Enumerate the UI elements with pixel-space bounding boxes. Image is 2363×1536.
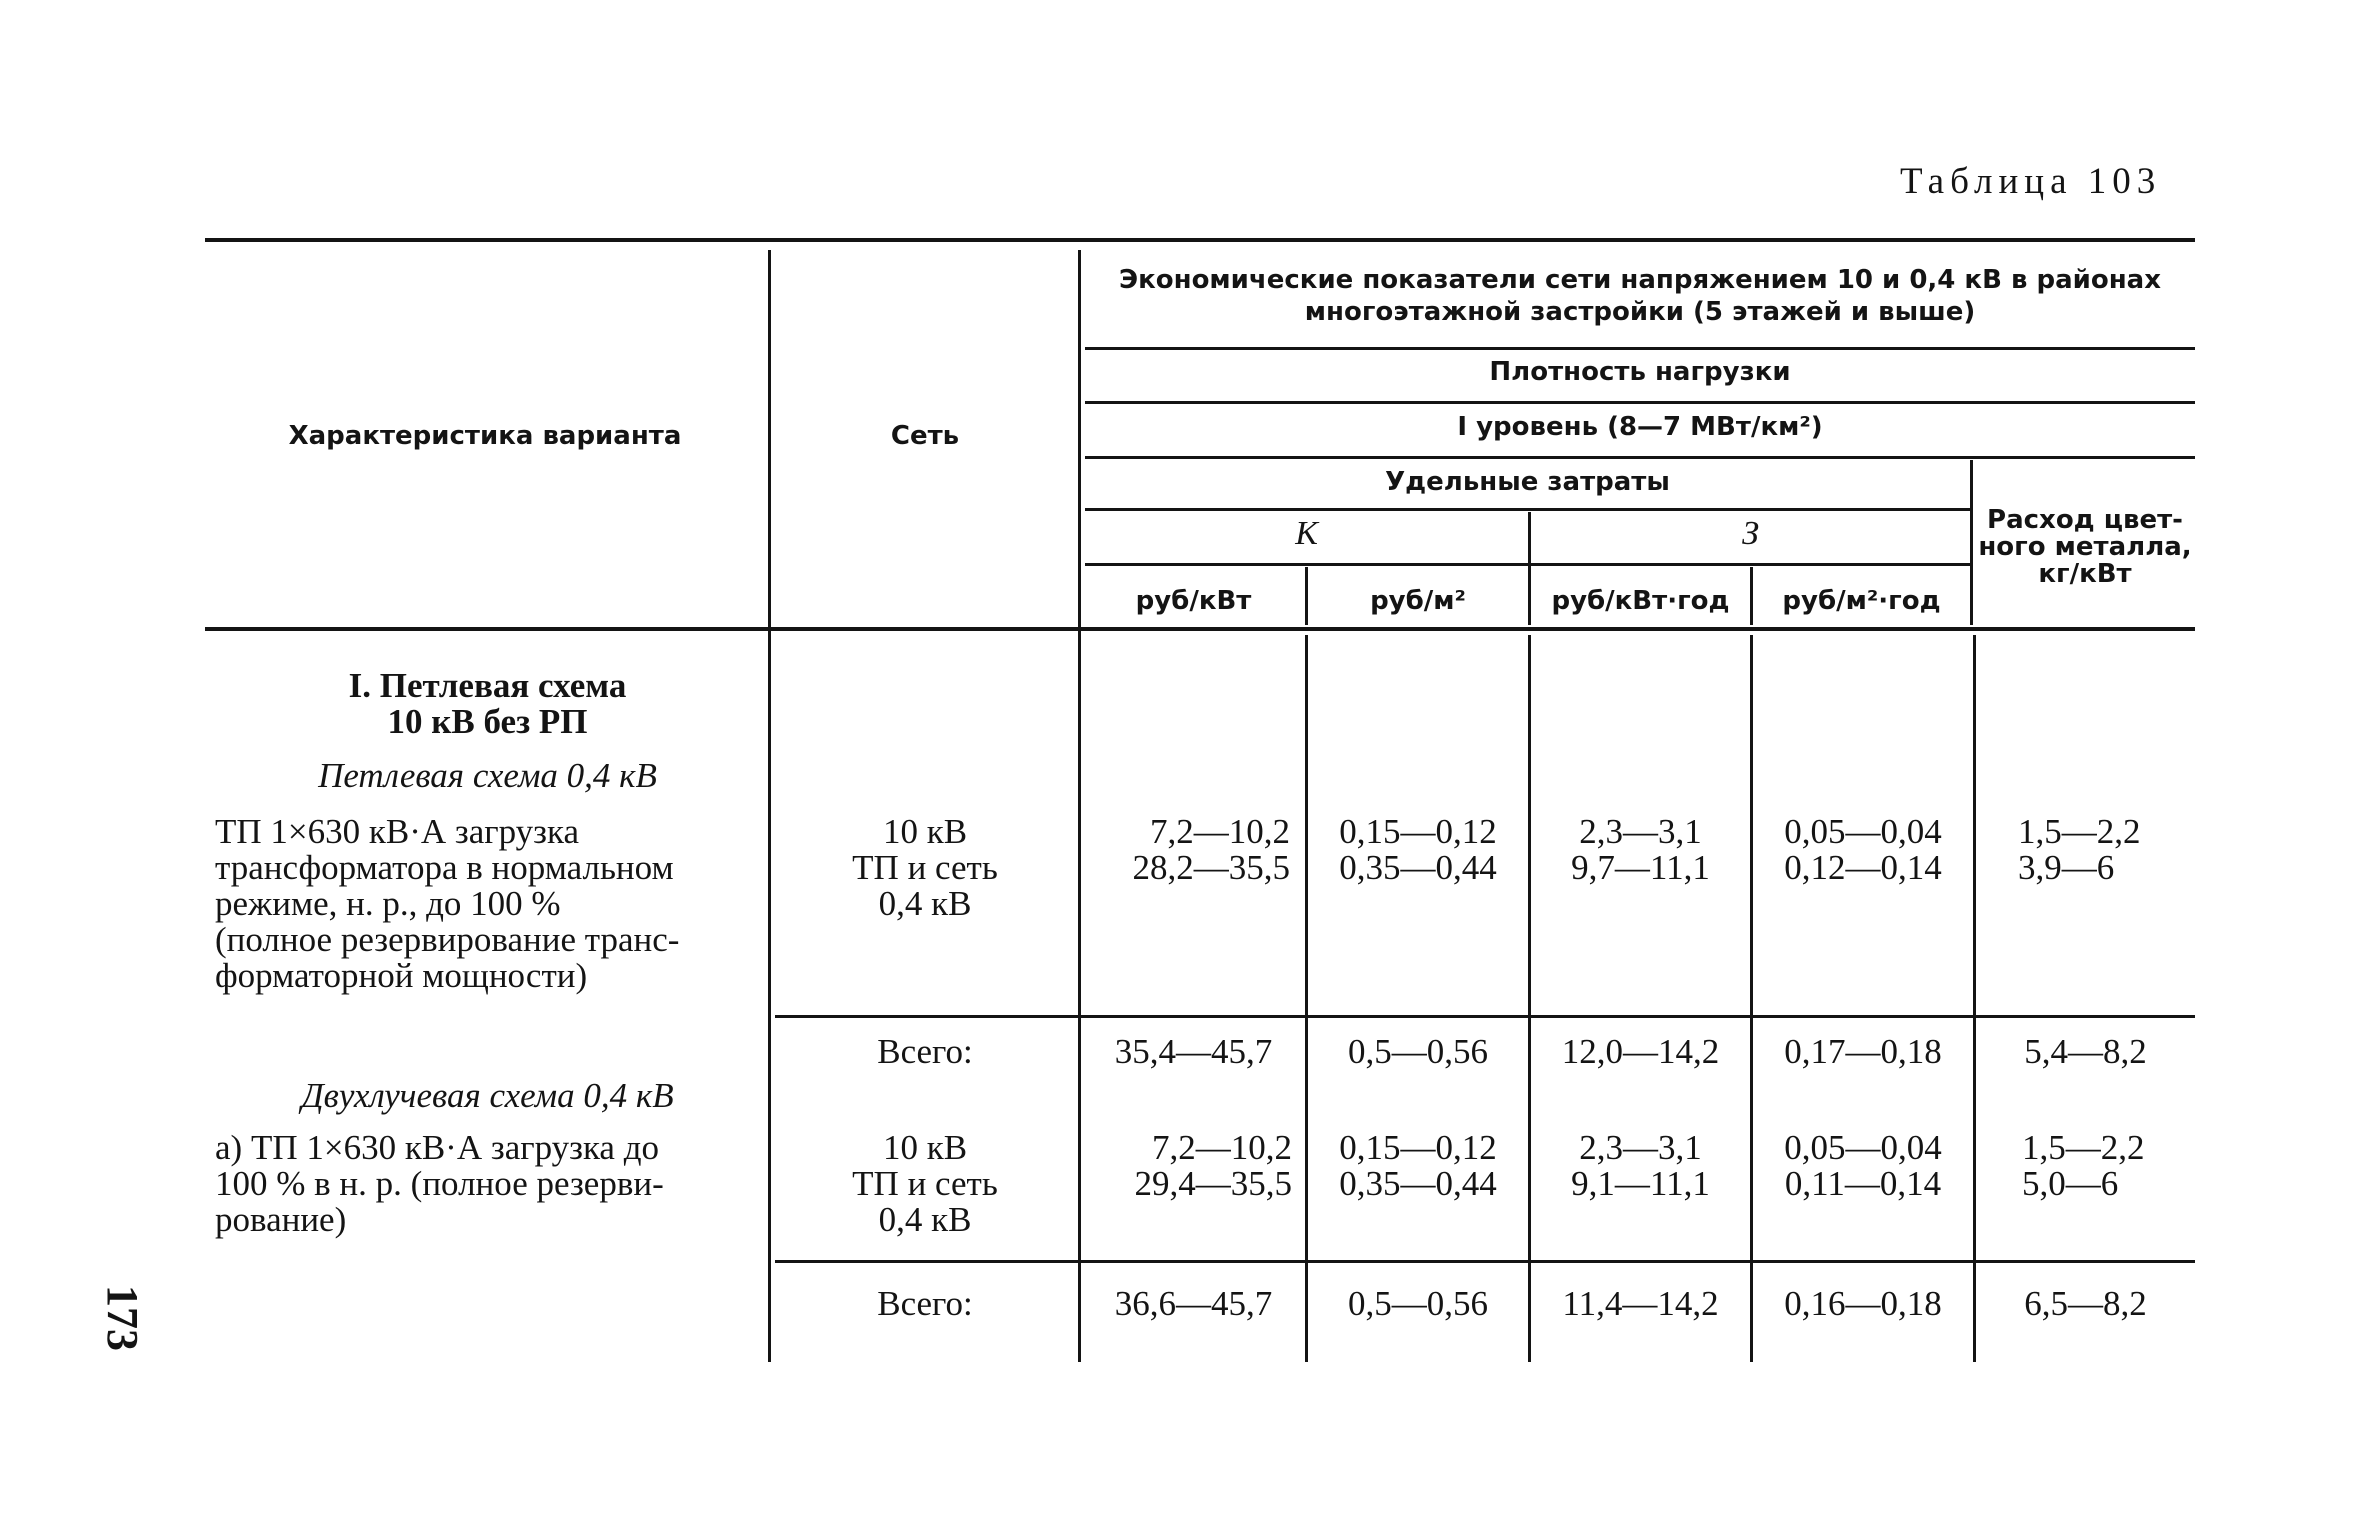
section2-z-rub-m2-year	[1753, 1130, 1973, 1202]
value-cell: 0,35—0,44	[1339, 1164, 1497, 1203]
section2-z-rub-kw-year	[1531, 1130, 1750, 1202]
header-econ-title-line: многоэтажной застройки (5 этажей и выше)	[1304, 297, 1976, 327]
section1-total-k-rub-m2: 0,5—0,56	[1348, 1032, 1488, 1071]
divider-k-z	[1528, 635, 1531, 1362]
section1-metal	[2018, 814, 2193, 886]
header-unit-rub-kw-year: руб/кВт·год	[1551, 586, 1730, 616]
section1-title-line: I. Петлевая схема	[348, 666, 627, 705]
header-group-k: К	[1295, 515, 1318, 552]
section2-description	[215, 1130, 755, 1238]
section1-total-z-rub-kw-year: 12,0—14,2	[1561, 1032, 1720, 1071]
section2-network-line: ТП и сеть	[852, 1164, 998, 1203]
section1-z-rub-kw-year	[1531, 814, 1750, 886]
table-title: Таблица 103	[1900, 161, 2162, 202]
value-cell: 7,2—10,2	[1150, 812, 1290, 851]
section1-subtitle: Петлевая схема 0,4 кВ	[318, 756, 657, 795]
header-load-density: Плотность нагрузки	[1489, 357, 1791, 387]
section2-total-k-rub-m2: 0,5—0,56	[1348, 1284, 1488, 1323]
section2-network-line: 0,4 кВ	[878, 1200, 972, 1239]
section2-total-z-rub-m2-year: 0,16—0,18	[1784, 1284, 1942, 1323]
header-econ-title-line: Экономические показатели сети напряжением 10 и 0,4 кВ в районах	[1119, 265, 2161, 295]
section2-total-z-rub-kw-year: 11,4—14,2	[1562, 1284, 1719, 1323]
section2-total-metal: 6,5—8,2	[2024, 1284, 2147, 1323]
divider-z-metal	[1973, 635, 1976, 1362]
header-bottom-rule	[205, 627, 2195, 631]
value-cell: 28,2—35,5	[1132, 848, 1290, 887]
value-cell: 29,4—35,5	[1134, 1164, 1292, 1203]
section2-total-label: Всего:	[877, 1284, 973, 1323]
value-cell: 0,15—0,12	[1339, 812, 1497, 851]
section1-title	[215, 668, 760, 740]
header-metal-line: ного металла,	[1978, 532, 2192, 562]
header-econ-title	[1085, 264, 2195, 328]
section1-network-line: 0,4 кВ	[878, 884, 972, 923]
section1-description-line: ТП 1×630 кВ·А загрузка	[215, 812, 580, 851]
value-cell: 0,15—0,12	[1339, 1128, 1497, 1167]
section2-description-line: рование)	[215, 1200, 347, 1239]
header-unit-rub-kw: руб/кВт	[1135, 586, 1252, 616]
section1-description-line: режиме, н. р., до 100 %	[215, 884, 561, 923]
divider-z-metal-top	[1970, 460, 1973, 625]
section1-total-rule	[775, 1015, 2195, 1018]
value-cell: 5,0—6	[2022, 1164, 2119, 1203]
header-level: I уровень (8—7 МВт/км²)	[1457, 412, 1823, 442]
value-cell: 9,1—11,1	[1571, 1164, 1710, 1203]
value-cell: 7,2—10,2	[1152, 1128, 1292, 1167]
section2-description-line: а) ТП 1×630 кВ·А загрузка до	[215, 1128, 660, 1167]
section1-network-line: ТП и сеть	[852, 848, 998, 887]
value-cell: 2,3—3,1	[1579, 812, 1702, 851]
value-cell: 1,5—2,2	[2018, 812, 2141, 851]
section1-k-rub-m2	[1308, 814, 1528, 886]
section2-k-rub-m2	[1308, 1130, 1528, 1202]
header-metal	[1975, 507, 2195, 588]
section1-network-line: 10 кВ	[882, 812, 968, 851]
value-cell: 0,11—0,14	[1784, 1164, 1942, 1203]
divider-characteristic-network	[768, 250, 771, 1362]
section1-title-line: 10 кВ без РП	[387, 702, 588, 741]
value-cell: 0,12—0,14	[1784, 848, 1942, 887]
page-number: 173	[98, 1285, 147, 1351]
section1-network	[772, 814, 1078, 922]
header-metal-line: Расход цвет-	[1987, 505, 2183, 535]
section1-k-rub-kw	[1082, 814, 1290, 886]
header-specific-costs: Удельные затраты	[1385, 467, 1670, 497]
econ-title-rule	[1085, 347, 2195, 350]
value-cell: 3,9—6	[2018, 848, 2115, 887]
header-group-z: З	[1742, 515, 1759, 552]
section1-total-label: Всего:	[877, 1032, 973, 1071]
value-cell: 2,3—3,1	[1579, 1128, 1702, 1167]
section1-description-line: трансформатора в нормальном	[215, 848, 674, 887]
header-network: Сеть	[890, 421, 960, 451]
section1-description-line: форматорной мощности)	[215, 956, 588, 995]
section1-total-k-rub-kw: 35,4—45,7	[1114, 1032, 1273, 1071]
section2-network-line: 10 кВ	[882, 1128, 968, 1167]
header-unit-rub-m2-year: руб/м²·год	[1782, 586, 1941, 616]
header-characteristic: Характеристика варианта	[288, 421, 682, 451]
section1-description-line: (полное резервирование транс-	[215, 920, 680, 959]
section1-total-metal: 5,4—8,2	[2024, 1032, 2147, 1071]
value-cell: 1,5—2,2	[2022, 1128, 2145, 1167]
section2-subtitle: Двухлучевая схема 0,4 кВ	[301, 1076, 674, 1115]
value-cell: 9,7—11,1	[1571, 848, 1710, 887]
section2-total-k-rub-kw: 36,6—45,7	[1114, 1284, 1273, 1323]
load-density-rule	[1085, 401, 2195, 404]
header-unit-rub-m2: руб/м²	[1370, 586, 1466, 616]
level-rule	[1085, 456, 2195, 459]
divider-k-units	[1305, 635, 1308, 1362]
section2-total-rule	[775, 1260, 2195, 1263]
section1-total-z-rub-m2-year: 0,17—0,18	[1784, 1032, 1942, 1071]
section2-metal	[2022, 1130, 2195, 1202]
section1-description	[215, 814, 755, 994]
section2-k-rub-kw	[1082, 1130, 1292, 1202]
section2-description-line: 100 % в н. р. (полное резерви-	[215, 1164, 664, 1203]
section1-z-rub-m2-year	[1753, 814, 1973, 886]
value-cell: 0,35—0,44	[1339, 848, 1497, 887]
value-cell: 0,05—0,04	[1784, 812, 1942, 851]
divider-network-data	[1078, 250, 1081, 1362]
value-cell: 0,05—0,04	[1784, 1128, 1942, 1167]
section2-network	[772, 1130, 1078, 1238]
specific-costs-rule	[1085, 508, 1970, 511]
header-metal-line: кг/кВт	[2038, 559, 2132, 589]
divider-z-units	[1750, 635, 1753, 1362]
top-rule	[205, 238, 2195, 242]
